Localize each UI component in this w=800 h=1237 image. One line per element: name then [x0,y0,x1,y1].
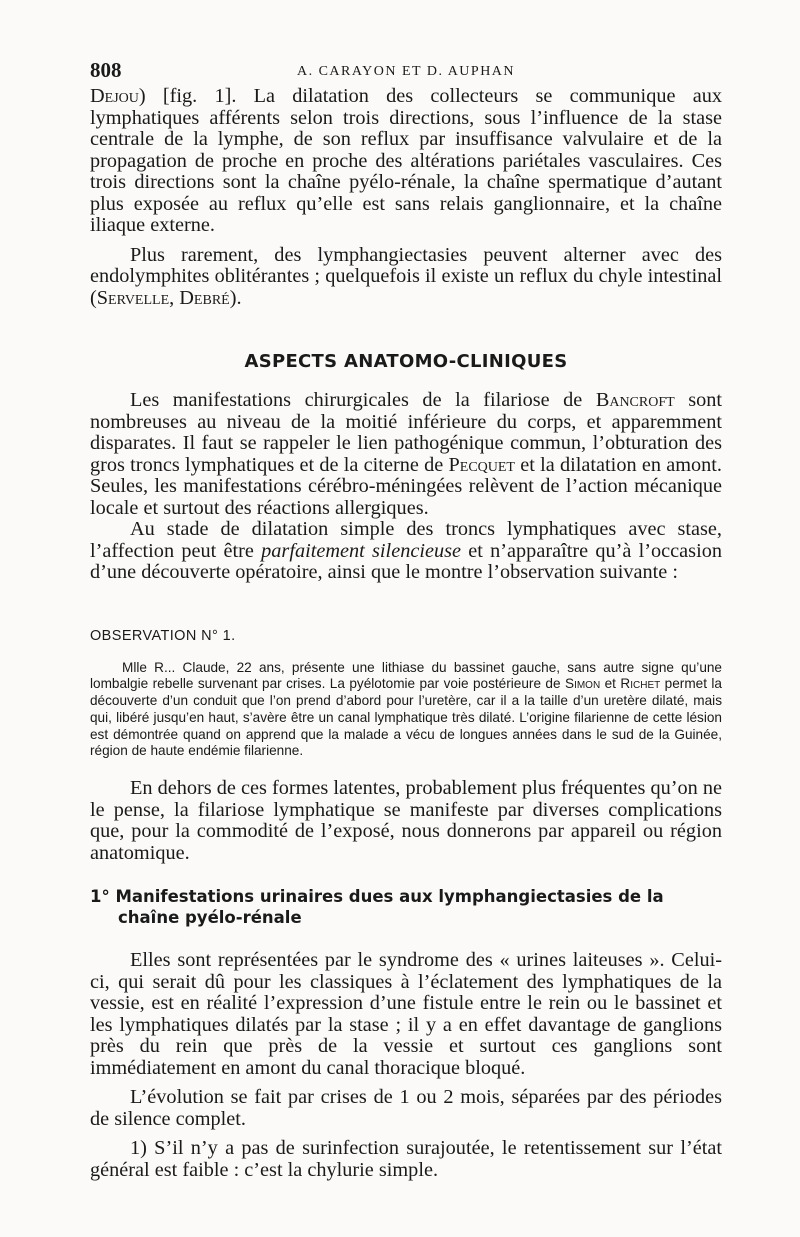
paragraph-text: permet la découverte d’un conduit que l’on prend d’abord pour l’uretère, car il a la taille d’un uretère dilaté, mais qui, libéré jusqu’en haut, s’avère être un canal lymphatique très dilaté. L’origine filarienne de cette lésion est démontrée quand on apprend que la malade a vécu de longues années dans le sud de la Guinée, région de haute endémie filarienne. [90,676,722,759]
author-name: Servelle [96,286,170,309]
emphasis: parfaitement silencieuse [261,539,462,562]
observation-heading: OBSERVATION N° 1. [90,627,236,644]
author-name: Simon [565,676,601,692]
author-name: Bancroft [595,389,675,411]
paragraph-text: Au stade de dilatation simple des troncs lymphatiques avec stase, l’affection peut être [90,518,722,562]
paragraph-complications: En dehors de ces formes latentes, probablement plus fréquentes qu’on ne le pense, la filariose lymphatique se manifeste par diverses complications que, pour la commodité de l’exposé, nous donnerons par appareil ou région anatomique. [90,777,722,864]
author-name: Dejou [90,85,139,107]
paragraph-evolution: L’évolution se fait par crises de 1 ou 2 mois, séparées par des périodes de silence complet. [90,1086,722,1130]
running-head-title: A. CARAYON ET D. AUPHAN [296,64,516,79]
paragraph-manifestations [90,390,722,519]
paragraph-continuation [90,86,722,237]
paragraph-text: et [600,676,621,692]
paragraph-chylurie: 1) S’il n’y a pas de surinfection surajoutée, le retentissement sur l’état général est faible : c’est la chylurie simple. [90,1137,722,1181]
observation-text [90,660,722,761]
paragraph-text: R... Claude, 22 ans, présente une lithiase du bassinet gauche, sans autre signe qu’une lombalgie rebelle survenant par crises. La pyélotomie par voie postérieure de [90,659,722,692]
author-name: Richet [620,676,661,692]
paragraph-text: sont nombreuses au niveau de la moitié inférieure du corps, et apparemment disparates. Il faut se rappeler le lien pathogénique commun, l’obturation des gros troncs lymphatiques et de la citerne de [90,389,722,476]
paragraph-text: Les manifestations chirurgicales de la filariose de [130,389,596,411]
section-heading: ASPECTS ANATOMO-CLINIQUES [244,351,568,372]
paragraph-dilatation [90,519,722,584]
paragraph-text: , [169,286,180,309]
title-prefix: Mlle [122,659,147,675]
author-name: Pecquet [448,453,515,476]
subsection-heading: 1° Manifestations urinaires dues aux lymphangiectasies de la chaîne pyélo-rénale [90,887,664,928]
page [90,58,722,1181]
running-head [90,58,722,86]
paragraph-text: et la dilatation en amont. Seules, les manifestations cérébro-méningées relèvent de l’action mécanique locale et surtout des réactions allergiques. [90,453,722,519]
page-number: 808 [90,58,122,82]
paragraph-text: et n’apparaître qu’à l’occasion d’une découverte opératoire, ainsi que le montre l’observation suivante : [90,539,722,583]
paragraph-text: Plus rarement, des lymphangiectasies peuvent alterner avec des endolymphites oblitérantes ; quelquefois il existe un reflux du chyle intestinal ( [90,243,722,309]
paragraph-reflux [90,245,722,310]
paragraph-text: ) [fig. 1]. La dilatation des collecteurs se communique aux lymphatiques afférents selon trois directions, sous l’influence de la stase centrale de la lymphe, de son reflux par insuffisance valvulaire et de la propagation de proche en proche des altérations pariétales vasculaires. Ces trois directions sont la chaîne pyélo-rénale, la chaîne spermatique d’autant plus exposée au reflux qu’elle est sans relais ganglionnaire, et la chaîne iliaque externe. [90,85,722,236]
paragraph-text: ). [229,286,242,309]
paragraph-urines: Elles sont représentées par le syndrome des « urines laiteuses ». Celui-ci, qui serait dû pour les classiques à l’éclatement des lymphatiques de la vessie, est en réalité l’expression d’une fistule entre le rein ou le bassinet et les lymphatiques dilatés par la stase ; il y a en effet davantage de ganglions près du rein que près de la vessie et surtout ces ganglions sont immédiatement en amont du canal thoracique bloqué. [90,949,722,1079]
author-name: Debré [179,286,230,309]
